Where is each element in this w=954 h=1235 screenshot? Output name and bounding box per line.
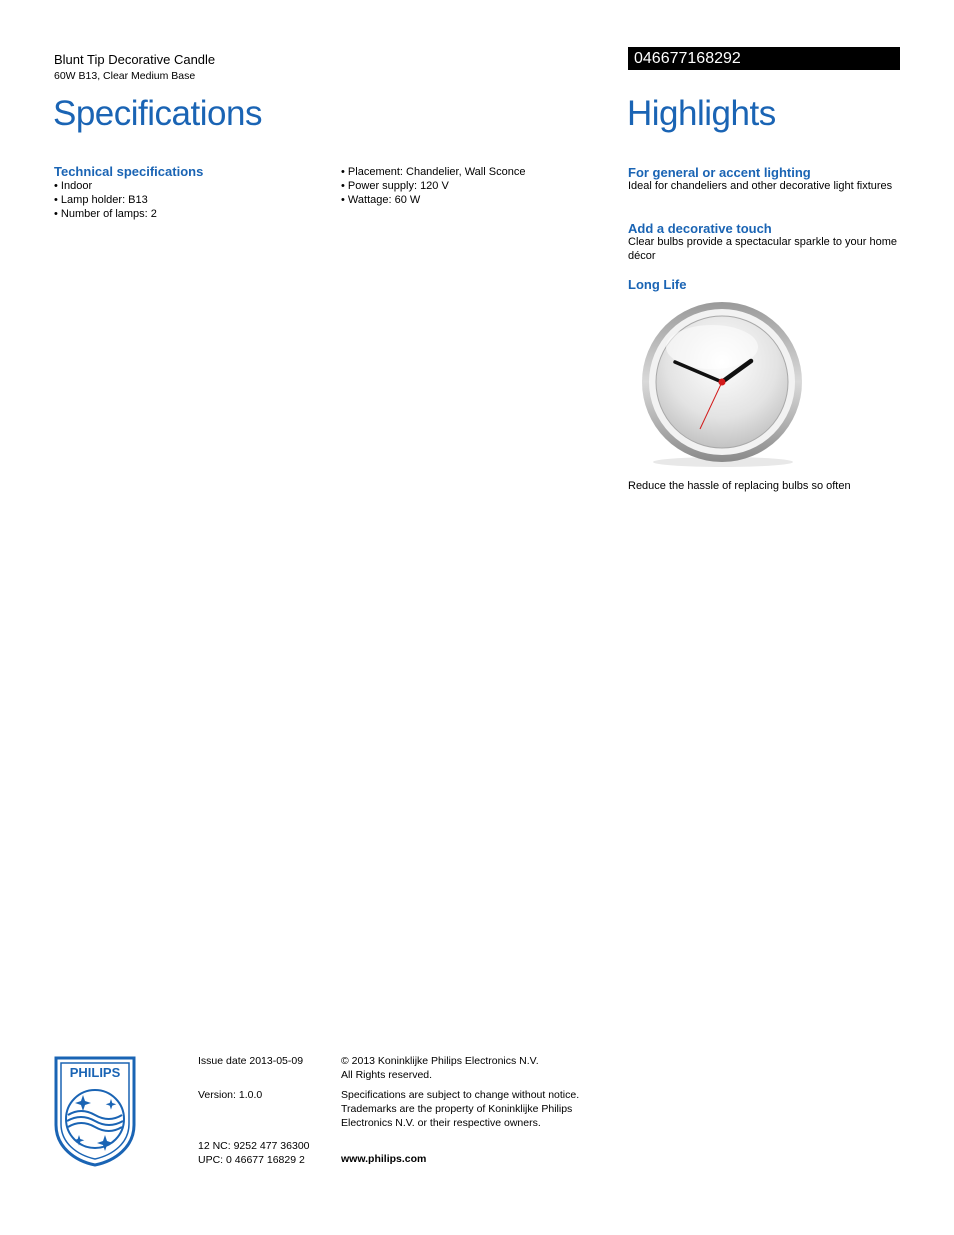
- svg-text:PHILIPS: PHILIPS: [69, 1065, 121, 1080]
- twelve-nc: 12 NC: 9252 477 36300: [198, 1140, 310, 1152]
- philips-shield-logo: [53, 1055, 137, 1167]
- specifications-heading: Specifications: [53, 94, 262, 133]
- highlight-title-long-life: Long Life: [628, 277, 687, 292]
- technical-specifications-title: Technical specifications: [54, 164, 204, 179]
- highlights-heading: Highlights: [627, 94, 776, 133]
- highlight-text-decorative-touch: Clear bulbs provide a spectacular sparkle to your home décor: [628, 236, 898, 262]
- upc: UPC: 0 46677 16829 2: [198, 1154, 305, 1166]
- copyright-line-2: All Rights reserved.: [341, 1069, 433, 1081]
- spec-item: • Wattage: 60 W: [341, 193, 525, 207]
- notice-line-1: Specifications are subject to change without notice.: [341, 1089, 580, 1101]
- copyright-line-1: © 2013 Koninklijke Philips Electronics N.V.: [341, 1055, 539, 1067]
- spec-item: • Power supply: 120 V: [341, 179, 525, 193]
- spec-list-col2: [341, 165, 525, 207]
- spec-list-col1: [54, 179, 157, 221]
- highlight-text-long-life: Reduce the hassle of replacing bulbs so often: [628, 480, 851, 492]
- website-link[interactable]: www.philips.com: [341, 1153, 427, 1165]
- clock-icon: [628, 299, 816, 469]
- spec-item: • Placement: Chandelier, Wall Sconce: [341, 165, 525, 179]
- issue-date: Issue date 2013-05-09: [198, 1055, 304, 1067]
- highlight-text-general-lighting: Ideal for chandeliers and other decorative light fixtures: [628, 180, 893, 192]
- notice-line-3: Electronics N.V. or their respective owners.: [341, 1117, 541, 1129]
- spec-item: • Indoor: [54, 179, 157, 193]
- spec-item: • Lamp holder: B13: [54, 193, 157, 207]
- highlight-title-decorative-touch: Add a decorative touch: [628, 221, 772, 236]
- notice-line-2: Trademarks are the property of Koninklijke Philips: [341, 1103, 573, 1115]
- product-title: Blunt Tip Decorative Candle: [54, 52, 216, 67]
- spec-item: • Number of lamps: 2: [54, 207, 157, 221]
- product-subtitle: 60W B13, Clear Medium Base: [54, 70, 196, 82]
- product-code-bar: 046677168292: [628, 47, 900, 70]
- highlight-title-general-lighting: For general or accent lighting: [628, 165, 811, 180]
- version: Version: 1.0.0: [198, 1089, 263, 1101]
